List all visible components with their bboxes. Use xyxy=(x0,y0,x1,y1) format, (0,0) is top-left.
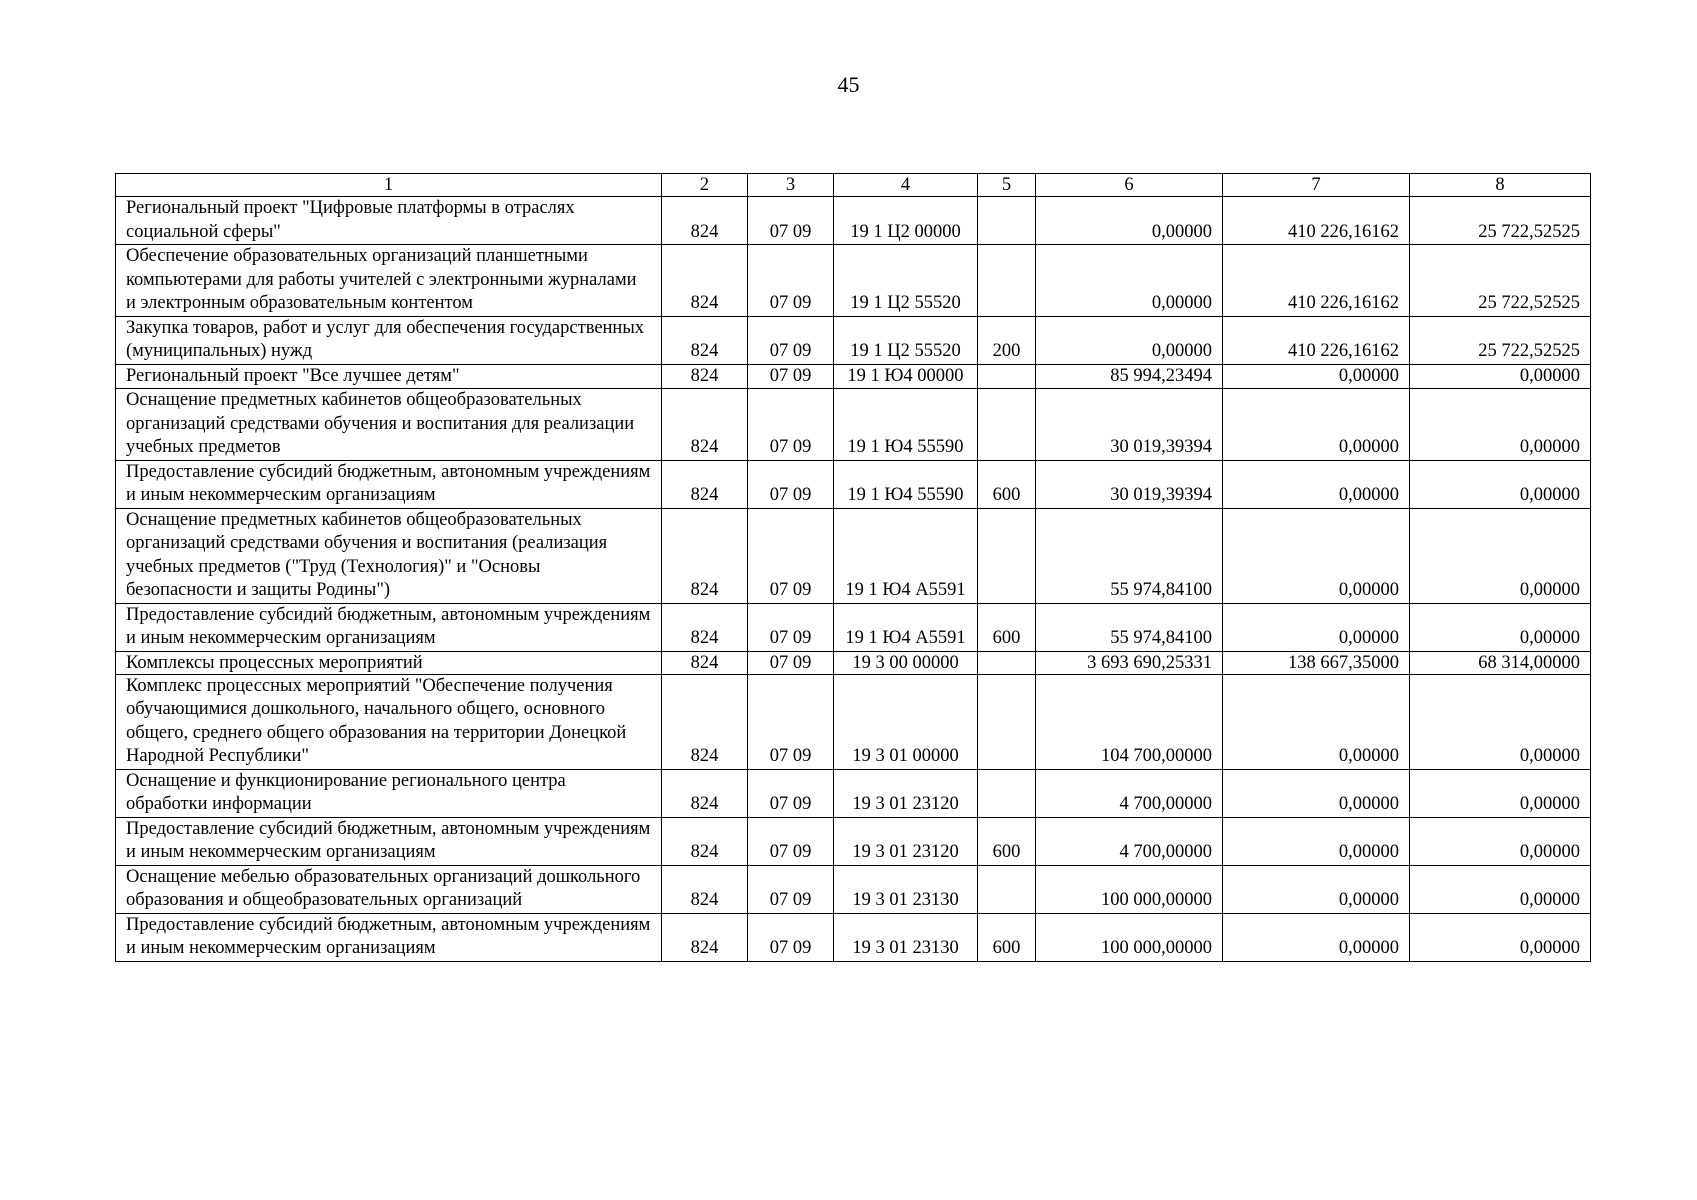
row-name-cell: Предоставление субсидий бюджетным, автономным учреждениям и иным некоммерческим организациям xyxy=(116,913,662,961)
row-amount-col8-cell: 0,00000 xyxy=(1410,603,1591,651)
row-expense-type-cell xyxy=(978,651,1036,674)
header-cell: 4 xyxy=(834,174,978,197)
row-expense-type-cell: 600 xyxy=(978,817,1036,865)
table-row xyxy=(116,651,1591,674)
row-name-cell: Региональный проект "Все лучшее детям" xyxy=(116,364,662,389)
row-target-code-cell: 19 3 00 00000 xyxy=(834,651,978,674)
row-amount-col6-cell: 30 019,39394 xyxy=(1036,460,1223,508)
header-cell: 8 xyxy=(1410,174,1591,197)
row-name-cell: Предоставление субсидий бюджетным, автономным учреждениям и иным некоммерческим организациям xyxy=(116,603,662,651)
row-section-code-cell: 07 09 xyxy=(748,197,834,245)
row-ministry-code-cell: 824 xyxy=(662,460,748,508)
row-target-code-cell: 19 3 01 23130 xyxy=(834,865,978,913)
row-amount-col7-cell: 0,00000 xyxy=(1223,364,1410,389)
row-target-code-cell: 19 1 Ц2 55520 xyxy=(834,245,978,317)
row-amount-col6-cell: 0,00000 xyxy=(1036,197,1223,245)
row-name-cell: Оснащение мебелью образовательных организаций дошкольного образования и общеобразовательных организаций xyxy=(116,865,662,913)
row-expense-type-cell: 200 xyxy=(978,316,1036,364)
row-expense-type-cell xyxy=(978,865,1036,913)
row-section-code-cell: 07 09 xyxy=(748,316,834,364)
row-amount-col7-cell: 0,00000 xyxy=(1223,769,1410,817)
row-amount-col8-cell: 25 722,52525 xyxy=(1410,245,1591,317)
row-name-cell: Комплекс процессных мероприятий "Обеспечение получения обучающимися дошкольного, начального общего, основного общего, среднего общего образования на территории Донецкой Народной Республики" xyxy=(116,674,662,769)
row-amount-col7-cell: 0,00000 xyxy=(1223,460,1410,508)
row-ministry-code-cell: 824 xyxy=(662,674,748,769)
row-amount-col6-cell: 85 994,23494 xyxy=(1036,364,1223,389)
row-name-cell: Комплексы процессных мероприятий xyxy=(116,651,662,674)
row-amount-col8-cell: 0,00000 xyxy=(1410,389,1591,461)
row-section-code-cell: 07 09 xyxy=(748,651,834,674)
row-amount-col6-cell: 4 700,00000 xyxy=(1036,817,1223,865)
row-target-code-cell: 19 3 01 23130 xyxy=(834,913,978,961)
row-amount-col8-cell: 25 722,52525 xyxy=(1410,197,1591,245)
header-cell: 1 xyxy=(116,174,662,197)
row-section-code-cell: 07 09 xyxy=(748,245,834,317)
table-header-row xyxy=(116,174,1591,197)
row-amount-col6-cell: 0,00000 xyxy=(1036,245,1223,317)
row-ministry-code-cell: 824 xyxy=(662,508,748,603)
row-name-cell: Предоставление субсидий бюджетным, автономным учреждениям и иным некоммерческим организациям xyxy=(116,460,662,508)
table-row xyxy=(116,817,1591,865)
row-section-code-cell: 07 09 xyxy=(748,364,834,389)
row-section-code-cell: 07 09 xyxy=(748,817,834,865)
row-target-code-cell: 19 1 Ю4 00000 xyxy=(834,364,978,389)
row-amount-col6-cell: 3 693 690,25331 xyxy=(1036,651,1223,674)
row-ministry-code-cell: 824 xyxy=(662,817,748,865)
row-amount-col7-cell: 410 226,16162 xyxy=(1223,245,1410,317)
row-ministry-code-cell: 824 xyxy=(662,913,748,961)
table-row xyxy=(116,316,1591,364)
table-row xyxy=(116,508,1591,603)
row-ministry-code-cell: 824 xyxy=(662,245,748,317)
budget-table xyxy=(115,173,1591,962)
row-amount-col6-cell: 30 019,39394 xyxy=(1036,389,1223,461)
header-cell: 7 xyxy=(1223,174,1410,197)
row-amount-col7-cell: 0,00000 xyxy=(1223,389,1410,461)
row-section-code-cell: 07 09 xyxy=(748,674,834,769)
row-expense-type-cell: 600 xyxy=(978,603,1036,651)
row-amount-col8-cell: 0,00000 xyxy=(1410,508,1591,603)
row-target-code-cell: 19 1 Ю4 А5591 xyxy=(834,508,978,603)
row-target-code-cell: 19 1 Ю4 А5591 xyxy=(834,603,978,651)
row-ministry-code-cell: 824 xyxy=(662,769,748,817)
table-row xyxy=(116,865,1591,913)
row-amount-col8-cell: 0,00000 xyxy=(1410,769,1591,817)
row-ministry-code-cell: 824 xyxy=(662,651,748,674)
row-amount-col7-cell: 0,00000 xyxy=(1223,865,1410,913)
row-amount-col7-cell: 410 226,16162 xyxy=(1223,316,1410,364)
header-cell: 6 xyxy=(1036,174,1223,197)
row-amount-col8-cell: 0,00000 xyxy=(1410,364,1591,389)
row-section-code-cell: 07 09 xyxy=(748,460,834,508)
row-target-code-cell: 19 1 Ю4 55590 xyxy=(834,460,978,508)
header-cell: 5 xyxy=(978,174,1036,197)
row-target-code-cell: 19 3 01 23120 xyxy=(834,769,978,817)
table-row xyxy=(116,913,1591,961)
header-cell: 3 xyxy=(748,174,834,197)
table-row xyxy=(116,389,1591,461)
row-expense-type-cell xyxy=(978,769,1036,817)
header-cell: 2 xyxy=(662,174,748,197)
table-row xyxy=(116,674,1591,769)
row-amount-col8-cell: 68 314,00000 xyxy=(1410,651,1591,674)
row-name-cell: Предоставление субсидий бюджетным, автономным учреждениям и иным некоммерческим организациям xyxy=(116,817,662,865)
row-amount-col6-cell: 55 974,84100 xyxy=(1036,603,1223,651)
row-amount-col8-cell: 0,00000 xyxy=(1410,817,1591,865)
row-amount-col8-cell: 25 722,52525 xyxy=(1410,316,1591,364)
row-amount-col6-cell: 0,00000 xyxy=(1036,316,1223,364)
row-target-code-cell: 19 3 01 23120 xyxy=(834,817,978,865)
table-row xyxy=(116,197,1591,245)
row-ministry-code-cell: 824 xyxy=(662,364,748,389)
row-expense-type-cell xyxy=(978,364,1036,389)
row-name-cell: Оснащение предметных кабинетов общеобразовательных организаций средствами обучения и воспитания (реализация учебных предметов ("Труд (Технология)" и "Основы безопасности и защиты Родины") xyxy=(116,508,662,603)
table-row xyxy=(116,364,1591,389)
row-ministry-code-cell: 824 xyxy=(662,316,748,364)
row-section-code-cell: 07 09 xyxy=(748,508,834,603)
row-section-code-cell: 07 09 xyxy=(748,769,834,817)
row-amount-col7-cell: 0,00000 xyxy=(1223,913,1410,961)
row-amount-col7-cell: 0,00000 xyxy=(1223,817,1410,865)
row-ministry-code-cell: 824 xyxy=(662,865,748,913)
row-amount-col8-cell: 0,00000 xyxy=(1410,865,1591,913)
row-amount-col6-cell: 100 000,00000 xyxy=(1036,913,1223,961)
row-name-cell: Обеспечение образовательных организаций планшетными компьютерами для работы учителей с электронными журналами и электронным образовательным контентом xyxy=(116,245,662,317)
row-amount-col6-cell: 100 000,00000 xyxy=(1036,865,1223,913)
row-expense-type-cell: 600 xyxy=(978,460,1036,508)
page-number: 45 xyxy=(837,72,860,97)
row-amount-col6-cell: 55 974,84100 xyxy=(1036,508,1223,603)
row-expense-type-cell xyxy=(978,674,1036,769)
row-target-code-cell: 19 1 Ю4 55590 xyxy=(834,389,978,461)
row-target-code-cell: 19 1 Ц2 00000 xyxy=(834,197,978,245)
row-section-code-cell: 07 09 xyxy=(748,389,834,461)
row-name-cell: Оснащение и функционирование регионального центра обработки информации xyxy=(116,769,662,817)
row-amount-col7-cell: 410 226,16162 xyxy=(1223,197,1410,245)
row-amount-col8-cell: 0,00000 xyxy=(1410,460,1591,508)
row-name-cell: Оснащение предметных кабинетов общеобразовательных организаций средствами обучения и воспитания для реализации учебных предметов xyxy=(116,389,662,461)
row-amount-col7-cell: 138 667,35000 xyxy=(1223,651,1410,674)
row-amount-col7-cell: 0,00000 xyxy=(1223,508,1410,603)
row-ministry-code-cell: 824 xyxy=(662,389,748,461)
row-expense-type-cell xyxy=(978,245,1036,317)
row-expense-type-cell xyxy=(978,389,1036,461)
row-amount-col7-cell: 0,00000 xyxy=(1223,674,1410,769)
row-expense-type-cell xyxy=(978,508,1036,603)
row-target-code-cell: 19 1 Ц2 55520 xyxy=(834,316,978,364)
row-name-cell: Региональный проект "Цифровые платформы в отраслях социальной сферы" xyxy=(116,197,662,245)
row-section-code-cell: 07 09 xyxy=(748,913,834,961)
row-amount-col8-cell: 0,00000 xyxy=(1410,674,1591,769)
row-ministry-code-cell: 824 xyxy=(662,197,748,245)
table-row xyxy=(116,460,1591,508)
row-target-code-cell: 19 3 01 00000 xyxy=(834,674,978,769)
row-expense-type-cell: 600 xyxy=(978,913,1036,961)
row-section-code-cell: 07 09 xyxy=(748,603,834,651)
row-name-cell: Закупка товаров, работ и услуг для обеспечения государственных (муниципальных) нужд xyxy=(116,316,662,364)
row-ministry-code-cell: 824 xyxy=(662,603,748,651)
row-amount-col6-cell: 4 700,00000 xyxy=(1036,769,1223,817)
row-amount-col7-cell: 0,00000 xyxy=(1223,603,1410,651)
row-amount-col8-cell: 0,00000 xyxy=(1410,913,1591,961)
table-row xyxy=(116,603,1591,651)
table-row xyxy=(116,245,1591,317)
table-row xyxy=(116,769,1591,817)
row-amount-col6-cell: 104 700,00000 xyxy=(1036,674,1223,769)
row-expense-type-cell xyxy=(978,197,1036,245)
row-section-code-cell: 07 09 xyxy=(748,865,834,913)
